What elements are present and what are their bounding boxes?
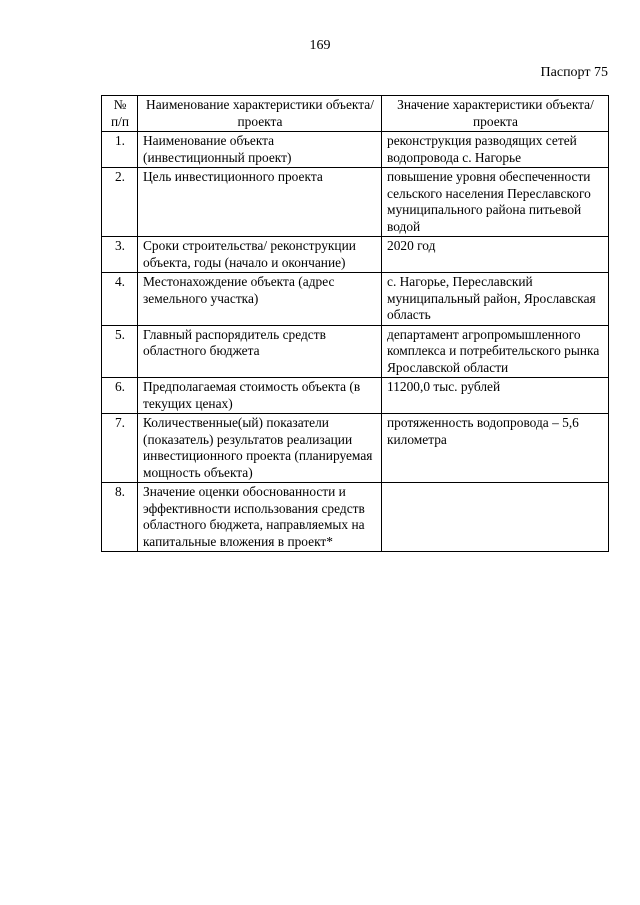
row-number: 4.: [102, 273, 138, 326]
row-number: 5.: [102, 325, 138, 378]
row-value: [382, 483, 609, 552]
row-value: 11200,0 тыс. рублей: [382, 378, 609, 414]
table-header-row: [102, 96, 609, 132]
header-num: № п/п: [102, 96, 138, 132]
row-value: реконструкция разводящих сетей водопровода с. Нагорье: [382, 132, 609, 168]
header-value: Значение характеристики объекта/проекта: [382, 96, 609, 132]
row-number: 6.: [102, 378, 138, 414]
header-name: Наименование характеристики объекта/проекта: [138, 96, 382, 132]
passport-label: Паспорт 75: [540, 65, 608, 80]
table-row: [102, 325, 609, 378]
row-characteristic: Предполагаемая стоимость объекта (в текущих ценах): [138, 378, 382, 414]
table-row: [102, 237, 609, 273]
row-characteristic: Цель инвестиционного проекта: [138, 168, 382, 237]
row-number: 8.: [102, 483, 138, 552]
table-row: [102, 483, 609, 552]
row-number: 3.: [102, 237, 138, 273]
row-characteristic: Количественные(ый) показатели (показатель) результатов реализации инвестиционного проекта (планируемая мощность объекта): [138, 414, 382, 483]
row-value: департамент агропромышленного комплекса и потребительского рынка Ярославской области: [382, 325, 609, 378]
row-number: 7.: [102, 414, 138, 483]
table-row: [102, 132, 609, 168]
row-number: 2.: [102, 168, 138, 237]
table-row: [102, 414, 609, 483]
row-value: повышение уровня обеспеченности сельского населения Переславского муниципального района питьевой водой: [382, 168, 609, 237]
table-row: [102, 168, 609, 237]
row-characteristic: Местонахождение объекта (адрес земельного участка): [138, 273, 382, 326]
page-number: 169: [309, 38, 331, 53]
table-row: [102, 378, 609, 414]
passport-table: [101, 95, 609, 552]
row-number: 1.: [102, 132, 138, 168]
row-value: 2020 год: [382, 237, 609, 273]
row-characteristic: Главный распорядитель средств областного бюджета: [138, 325, 382, 378]
row-characteristic: Значение оценки обоснованности и эффективности использования средств областного бюджета, направляемых на капитальные вложения в проект*: [138, 483, 382, 552]
table-row: [102, 273, 609, 326]
row-value: с. Нагорье, Переславский муниципальный район, Ярославская область: [382, 273, 609, 326]
row-characteristic: Сроки строительства/ реконструкции объекта, годы (начало и окончание): [138, 237, 382, 273]
row-value: протяженность водопровода – 5,6 километра: [382, 414, 609, 483]
row-characteristic: Наименование объекта (инвестиционный проект): [138, 132, 382, 168]
